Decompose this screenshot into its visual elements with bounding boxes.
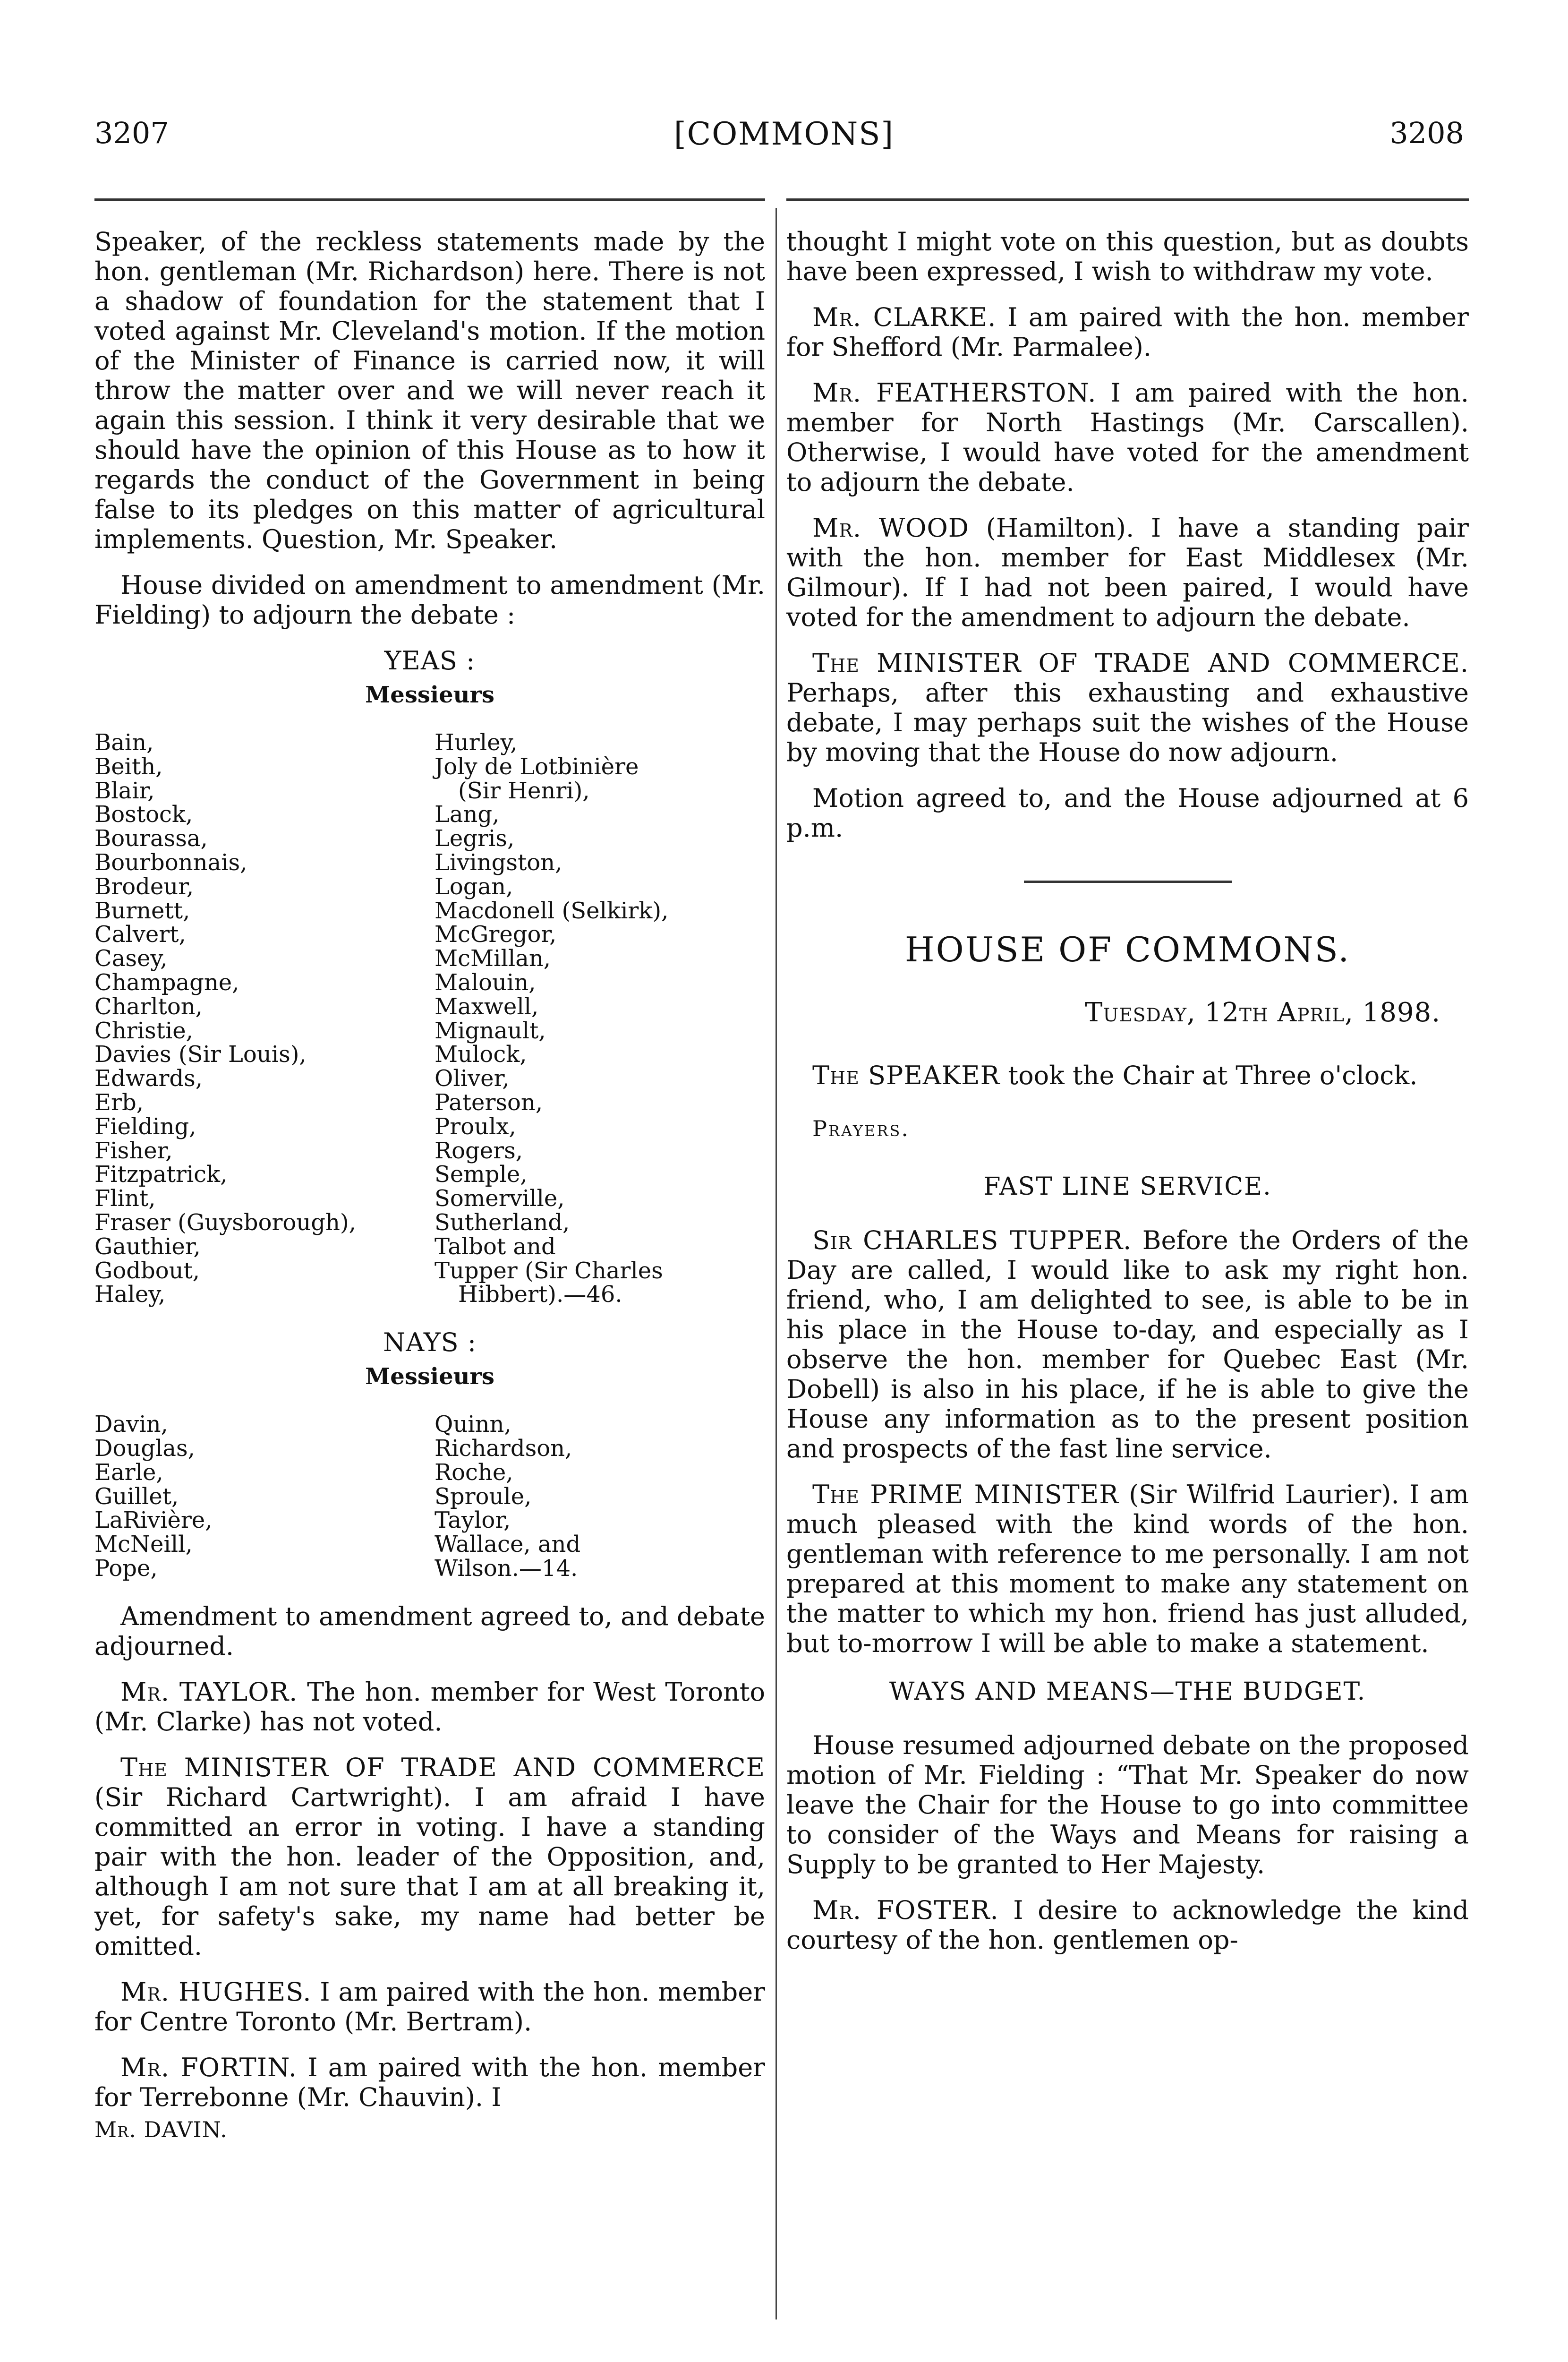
speech bbox=[786, 1895, 1469, 1955]
member-name: Blair, bbox=[94, 777, 155, 804]
header-rule-left bbox=[94, 198, 765, 201]
member-name: McNeill, bbox=[94, 1531, 193, 1558]
speech-text: I am paired with the hon. member for North Hastings (Mr. Carscallen). Otherwise, I would have voted for the amendment to adjourn the debate. bbox=[786, 378, 1469, 497]
member-name: Semple, bbox=[435, 1161, 528, 1188]
member-name: Bourassa, bbox=[94, 825, 208, 852]
member-name: Fraser (Guysborough), bbox=[94, 1209, 356, 1236]
member-name: Roche, bbox=[435, 1459, 513, 1486]
speech bbox=[786, 1225, 1469, 1463]
speaker-name: Mr. FEATHERSTON. bbox=[812, 378, 1097, 408]
speaker-name: The SPEAKER bbox=[812, 1061, 1000, 1090]
sitting-date: Tuesday, 12th April, 1898. bbox=[1085, 997, 1440, 1028]
member-name: Paterson, bbox=[435, 1089, 543, 1116]
yeas-col-1 bbox=[94, 731, 435, 1307]
speech bbox=[94, 1977, 765, 2037]
speech bbox=[786, 513, 1469, 632]
member-name: Joly de Lotbinière bbox=[435, 753, 639, 780]
member-name: Davies (Sir Louis), bbox=[94, 1041, 307, 1068]
member-name: Calvert, bbox=[94, 921, 186, 948]
speech bbox=[786, 648, 1469, 767]
speaker-name: Mr. TAYLOR. bbox=[120, 1677, 298, 1707]
speech bbox=[94, 2053, 765, 2112]
member-name: Fielding, bbox=[94, 1113, 196, 1140]
speech bbox=[786, 302, 1469, 362]
speech-text: I am paired with the hon. member for Shefford (Mr. Parmalee). bbox=[786, 302, 1469, 362]
speaker-name: The MINISTER OF TRADE AND COMMERCE. bbox=[812, 648, 1469, 678]
speech-text: I am paired with the hon. member for Terrebonne (Mr. Chauvin). I bbox=[94, 2052, 765, 2112]
member-name: McGregor, bbox=[435, 921, 557, 948]
member-name: Bourbonnais, bbox=[94, 849, 247, 876]
member-name: Malouin, bbox=[435, 969, 536, 996]
member-name: Tupper (Sir Charles bbox=[435, 1257, 663, 1284]
speaker-name: The MINISTER OF TRADE AND COMMERCE bbox=[120, 1752, 765, 1782]
nays-messieurs: Messieurs bbox=[365, 1363, 494, 1390]
member-name: Fisher, bbox=[94, 1137, 173, 1164]
section-heading: FAST LINE SERVICE. bbox=[983, 1172, 1272, 1201]
speaker-name: Sir CHARLES TUPPER. bbox=[812, 1225, 1132, 1255]
member-name: Douglas, bbox=[94, 1435, 195, 1462]
member-name: Wallace, and bbox=[435, 1531, 581, 1558]
member-name: Bain, bbox=[94, 729, 154, 756]
speech-text: (Sir Wilfrid Laurier). I am much pleased with the kind words of the hon. gentleman with reference to me personally. I am not prepared at this moment to make any statement on the matter to which my hon. friend has just alluded, but to-morrow I will be able to make a statement. bbox=[786, 1480, 1469, 1658]
member-name: Fitzpatrick, bbox=[94, 1161, 228, 1188]
speaker-name: Mr. HUGHES. bbox=[120, 1977, 312, 2007]
member-name: Logan, bbox=[435, 873, 513, 900]
member-name: Maxwell, bbox=[435, 993, 539, 1020]
speech bbox=[786, 1480, 1469, 1658]
member-name: Pope, bbox=[94, 1555, 158, 1582]
member-name: Taylor, bbox=[435, 1507, 511, 1534]
member-name: Mulock, bbox=[435, 1041, 527, 1068]
paragraph: Motion agreed to, and the House adjourned at 6 p.m. bbox=[786, 783, 1469, 843]
member-name: Sproule, bbox=[435, 1483, 532, 1510]
speech-text: Perhaps, after this exhausting and exhaustive debate, I may perhaps suit the wishes of the House by moving that the House do now adjourn. bbox=[786, 678, 1469, 767]
member-name: Somerville, bbox=[435, 1185, 565, 1212]
member-name: Lang, bbox=[435, 801, 500, 828]
member-name: Proulx, bbox=[435, 1113, 516, 1140]
section-heading: WAYS AND MEANS—THE BUDGET. bbox=[889, 1677, 1366, 1706]
nays-heading: NAYS : bbox=[383, 1327, 477, 1358]
member-name: Casey, bbox=[94, 945, 168, 972]
member-name: Gauthier, bbox=[94, 1233, 201, 1260]
member-name: (Sir Henri), bbox=[458, 777, 590, 804]
member-name: Champagne, bbox=[94, 969, 239, 996]
left-column bbox=[94, 227, 765, 2145]
paragraph: Amendment to amendment agreed to, and debate adjourned. bbox=[94, 1601, 765, 1661]
nays-col-2 bbox=[435, 1412, 765, 1581]
member-name: Sutherland, bbox=[435, 1209, 570, 1236]
section-rule bbox=[1024, 881, 1232, 883]
page-number-left: 3207 bbox=[94, 116, 169, 150]
member-name: Guillet, bbox=[94, 1483, 179, 1510]
speech bbox=[94, 1677, 765, 1737]
member-name: Livingston, bbox=[435, 849, 562, 876]
member-name: Beith, bbox=[94, 753, 163, 780]
member-name: Earle, bbox=[94, 1459, 163, 1486]
member-name: Hibbert).—46. bbox=[458, 1281, 622, 1308]
member-name: Burnett, bbox=[94, 897, 190, 924]
paragraph: thought I might vote on this question, but as doubts have been expressed, I wish to withdraw my vote. bbox=[786, 227, 1469, 286]
speaker-name: Mr. FORTIN. bbox=[120, 2052, 298, 2082]
speech-text: The hon. member for West Toronto (Mr. Clarke) has not voted. bbox=[94, 1677, 765, 1737]
member-name: Rogers, bbox=[435, 1137, 523, 1164]
member-name: Brodeur, bbox=[94, 873, 194, 900]
member-name: Talbot and bbox=[435, 1233, 556, 1260]
house-title: HOUSE OF COMMONS. bbox=[904, 930, 1351, 969]
member-name: Christie, bbox=[94, 1017, 193, 1044]
running-title: [COMMONS] bbox=[673, 116, 895, 152]
speech bbox=[786, 1061, 1469, 1090]
member-name: Mignault, bbox=[435, 1017, 546, 1044]
member-name: Davin, bbox=[94, 1411, 168, 1438]
speech-text: I am paired with the hon. member for Centre Toronto (Mr. Bertram). bbox=[94, 1977, 765, 2037]
member-name: McMillan, bbox=[435, 945, 551, 972]
speech-text: (Sir Richard Cartwright). I am afraid I have committed an error in voting. I have a standing pair with the hon. leader of the Opposition, and, although I am not sure that I am at all breaking it, yet, for safety's sake, my name had better be omitted. bbox=[94, 1782, 765, 1961]
yeas-list bbox=[94, 731, 765, 1307]
member-name: LaRivière, bbox=[94, 1507, 213, 1534]
member-name: Hurley, bbox=[435, 729, 518, 756]
speech bbox=[786, 378, 1469, 497]
member-name: Haley, bbox=[94, 1281, 166, 1308]
member-name: Quinn, bbox=[435, 1411, 511, 1438]
speech-text: Before the Orders of the Day are called, I would like to ask my right hon. friend, who, I am delighted to see, is able to be in his place in the House to-day, and especially as I observe the hon. member for Quebec East (Mr. Dobell) is also in his place, if he is able to give the House any information as to the present position and prospects of the fast line service. bbox=[786, 1225, 1469, 1463]
paragraph: House resumed adjourned debate on the proposed motion of Mr. Fielding : “That Mr. Speaker do now leave the Chair for the House to go into committee to consider of the Ways and Means for raising a Supply to be granted to Her Majesty. bbox=[786, 1730, 1469, 1879]
member-name: Edwards, bbox=[94, 1065, 203, 1092]
member-name: Godbout, bbox=[94, 1257, 200, 1284]
speech-text: (Hamilton). I have a standing pair with the hon. member for East Middlesex (Mr. Gilmour). If I had not been paired, I would have voted for the amendment to adjourn the debate. bbox=[786, 513, 1469, 632]
member-name: Oliver, bbox=[435, 1065, 510, 1092]
member-name: Wilson.—14. bbox=[435, 1555, 578, 1582]
paragraph: Speaker, of the reckless statements made by the hon. gentleman (Mr. Richardson) here. There is not a shadow of foundation for the statement that I voted against Mr. Cleveland's motion. If the motion of the Minister of Finance is carried now, it will throw the matter over and we will never reach it again this session. I think it very desirable that we should have the opinion of this House as to how it regards the conduct of the Government in being false to its pledges on this matter of agricultural implements. Question, Mr. Speaker. bbox=[94, 227, 765, 554]
speaker-name: The PRIME MINISTER bbox=[812, 1480, 1119, 1509]
nays-col-1 bbox=[94, 1412, 435, 1581]
page-header bbox=[0, 0, 1568, 198]
nays-list bbox=[94, 1412, 765, 1581]
column-divider bbox=[775, 208, 777, 2319]
prayers-heading: Prayers. bbox=[812, 1116, 910, 1141]
member-name: Legris, bbox=[435, 825, 515, 852]
header-rule-right bbox=[786, 198, 1469, 201]
division-paragraph: House divided on amendment to amendment (Mr. Fielding) to adjourn the debate : bbox=[94, 570, 765, 630]
member-name: Bostock, bbox=[94, 801, 193, 828]
speaker-name: Mr. FOSTER. bbox=[812, 1895, 999, 1925]
member-name: Flint, bbox=[94, 1185, 156, 1212]
catchword-footer: Mr. DAVIN. bbox=[94, 2116, 228, 2142]
yeas-messieurs: Messieurs bbox=[365, 682, 494, 708]
speaker-name: Mr. WOOD bbox=[812, 513, 970, 543]
member-name: Richardson, bbox=[435, 1435, 572, 1462]
member-name: Charlton, bbox=[94, 993, 203, 1020]
yeas-col-2 bbox=[435, 731, 765, 1307]
speech bbox=[94, 1753, 765, 1961]
speech-text: I desire to acknowledge the kind courtesy of the hon. gentlemen op- bbox=[786, 1895, 1469, 1955]
member-name: Erb, bbox=[94, 1089, 144, 1116]
yeas-heading: YEAS : bbox=[384, 646, 476, 676]
right-column bbox=[786, 227, 1469, 1971]
speech-text: took the Chair at Three o'clock. bbox=[1000, 1061, 1418, 1090]
page-number-right: 3208 bbox=[1389, 116, 1464, 150]
member-name: Macdonell (Selkirk), bbox=[435, 897, 669, 924]
speaker-name: Mr. CLARKE. bbox=[812, 302, 997, 332]
